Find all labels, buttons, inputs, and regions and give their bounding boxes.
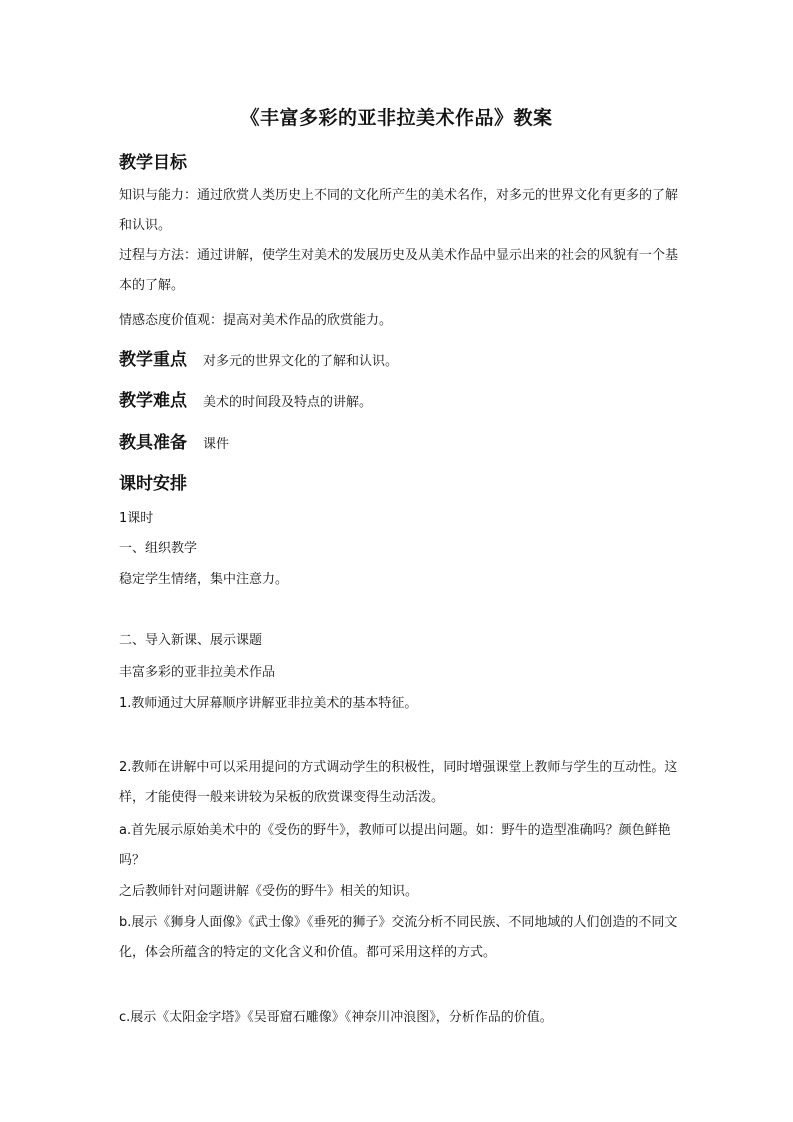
point-2: 2.教师在讲解中可以采用提问的方式调动学生的积极性，同时增强课堂上教师与学生的互动性。这样，才能使得一般来讲较为呆板的欣赏课变得生动活泼。 bbox=[119, 760, 678, 805]
point-1: 1.教师通过大屏幕顺序讲解亚非拉美术的基本特征。 bbox=[119, 696, 418, 711]
step-organize-text: 稳定学生情绪，集中注意力。 bbox=[119, 572, 289, 587]
point-a-followup: 之后教师针对问题讲解《受伤的野牛》相关的知识。 bbox=[119, 884, 419, 899]
heading-key-point: 教学重点 bbox=[119, 350, 187, 370]
point-b: b.展示《狮身人面像》《武士像》《垂死的狮子》交流分析不同民族、不同地域的人们创造的不同文化，体会所蕴含的特定的文化含义和价值。都可采用这样的方式。 bbox=[119, 915, 678, 960]
goal-knowledge: 知识与能力：通过欣赏人类历史上不同的文化所产生的美术名作，对多元的世界文化有更多的了解和认识。 bbox=[119, 188, 679, 233]
step-introduce: 二、导入新课、展示课题 bbox=[119, 633, 263, 648]
key-point-row bbox=[119, 345, 398, 370]
step-organize: 一、组织教学 bbox=[119, 541, 198, 556]
document-title: 《丰富多彩的亚非拉美术作品》教案 bbox=[240, 107, 553, 129]
tools-row bbox=[119, 428, 229, 453]
goal-process: 过程与方法：通过讲解，使学生对美术的发展历史及从美术作品中显示出来的社会的风貌有一个基本的了解。 bbox=[119, 248, 679, 293]
heading-tools: 教具准备 bbox=[119, 433, 187, 453]
point-a: a.首先展示原始美术中的《受伤的野牛》，教师可以提出问题。如：野牛的造型准确吗？颜色鲜艳吗？ bbox=[119, 823, 671, 868]
tools-text: 课件 bbox=[203, 437, 230, 452]
schedule-text: 1课时 bbox=[119, 511, 154, 526]
heading-schedule: 课时安排 bbox=[119, 474, 187, 494]
goal-attitude: 情感态度价值观：提高对美术作品的欣赏能力。 bbox=[119, 313, 393, 328]
difficult-point-row bbox=[119, 386, 372, 411]
difficult-point-text: 美术的时间段及特点的讲解。 bbox=[203, 395, 373, 410]
heading-teaching-goals: 教学目标 bbox=[119, 153, 187, 173]
key-point-text: 对多元的世界文化的了解和认识。 bbox=[203, 354, 399, 369]
heading-difficult-point: 教学难点 bbox=[119, 391, 187, 411]
lesson-topic: 丰富多彩的亚非拉美术作品 bbox=[119, 665, 276, 680]
point-c: c.展示《太阳金字塔》《吴哥窟石雕像》《神奈川冲浪图》，分析作品的价值。 bbox=[119, 1010, 553, 1025]
